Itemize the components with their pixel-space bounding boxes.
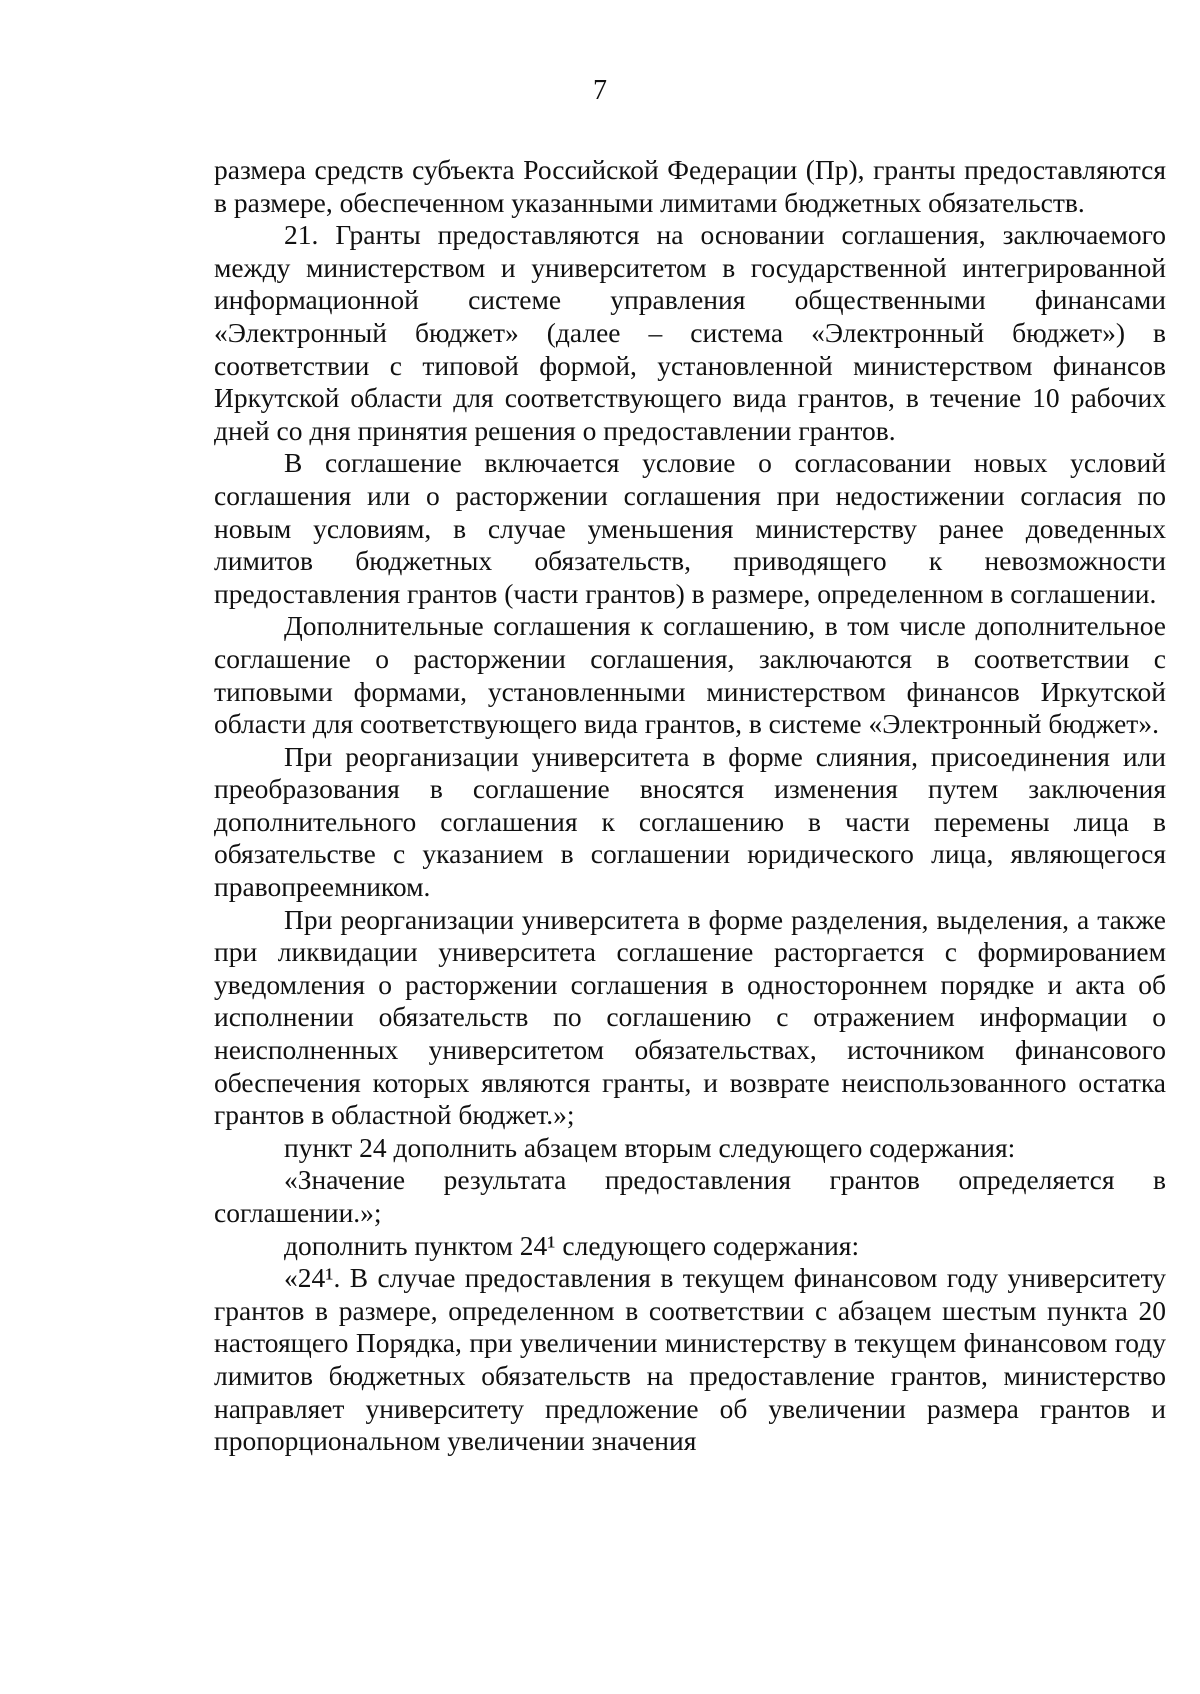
paragraph-reorganization-merger: При реорганизации университета в форме слияния, присоединения или преобразования в соглашение вносятся изменения путем заключения дополнительного соглашения к соглашению в части перемены лица в обязательстве с указанием в соглашении юридического лица, являющегося правопреемником. [214,740,1166,903]
paragraph-new-conditions: В соглашение включается условие о согласовании новых условий соглашения или о расторжении соглашения при недостижении согласия по новым условиям, в случае уменьшения министерству ранее доведенных лимитов бюджетных обязательств, приводящего к невозможности предоставления грантов (части грантов) в размере, определенном в соглашении. [214,447,1166,609]
paragraph-reorganization-division: При реорганизации университета в форме разделения, выделения, а также при ликвидации университета соглашение расторгается с формированием уведомления о расторжении соглашения в одностороннем порядке и акта об исполнении обязательств по соглашению с отражением информации о неисполненных университетом обязательствах, источником финансового обеспечения которых являются гранты, и возврате неиспользованного остатка грантов в областной бюджет.»; [214,903,1166,1131]
paragraph-additional-agreements: Дополнительные соглашения к соглашению, в том числе дополнительное соглашение о расторжении соглашения, заключаются в соответствии с типовыми формами, установленными министерством финансов Иркутской области для соответствующего вида грантов, в системе «Электронный бюджет». [214,610,1166,740]
paragraph-clause-24-amendment: пункт 24 дополнить абзацем вторым следующего содержания: [284,1131,1016,1163]
paragraph-result-value: «Значение результата предоставления грантов определяется в соглашении.»; [214,1164,1166,1228]
paragraph-clause-21: 21. Гранты предоставляются на основании соглашения, заключаемого между министерством и университетом в государственной интегрированной информационной системе управления общественными финансами «Электронный бюджет» (далее – система «Электронный бюджет») в соответствии с типовой формой, установленной министерством финансов Иркутской области для соответствующего вида грантов, в течение 10 рабочих дней со дня принятия решения о предоставлении грантов. [214,219,1166,446]
page-number: 7 [593,75,607,106]
paragraph-clause-24-1-amendment: дополнить пунктом 24¹ следующего содержания: [284,1229,860,1261]
paragraph-clause-24-1: «24¹. В случае предоставления в текущем финансовом году университету грантов в размере, определенном в соответствии с абзацем шестым пункта 20 настоящего Порядка, при увеличении министерству в текущем финансовом году лимитов бюджетных обязательств на предоставление грантов, министерство направляет университету предложение об увеличении размера грантов и пропорциональном увеличении значения [214,1262,1166,1457]
document-body [214,154,1166,1458]
paragraph-continuation: размера средств субъекта Российской Федерации (Пр), гранты предоставляются в размере, обеспеченном указанными лимитами бюджетных обязательств. [214,154,1166,218]
